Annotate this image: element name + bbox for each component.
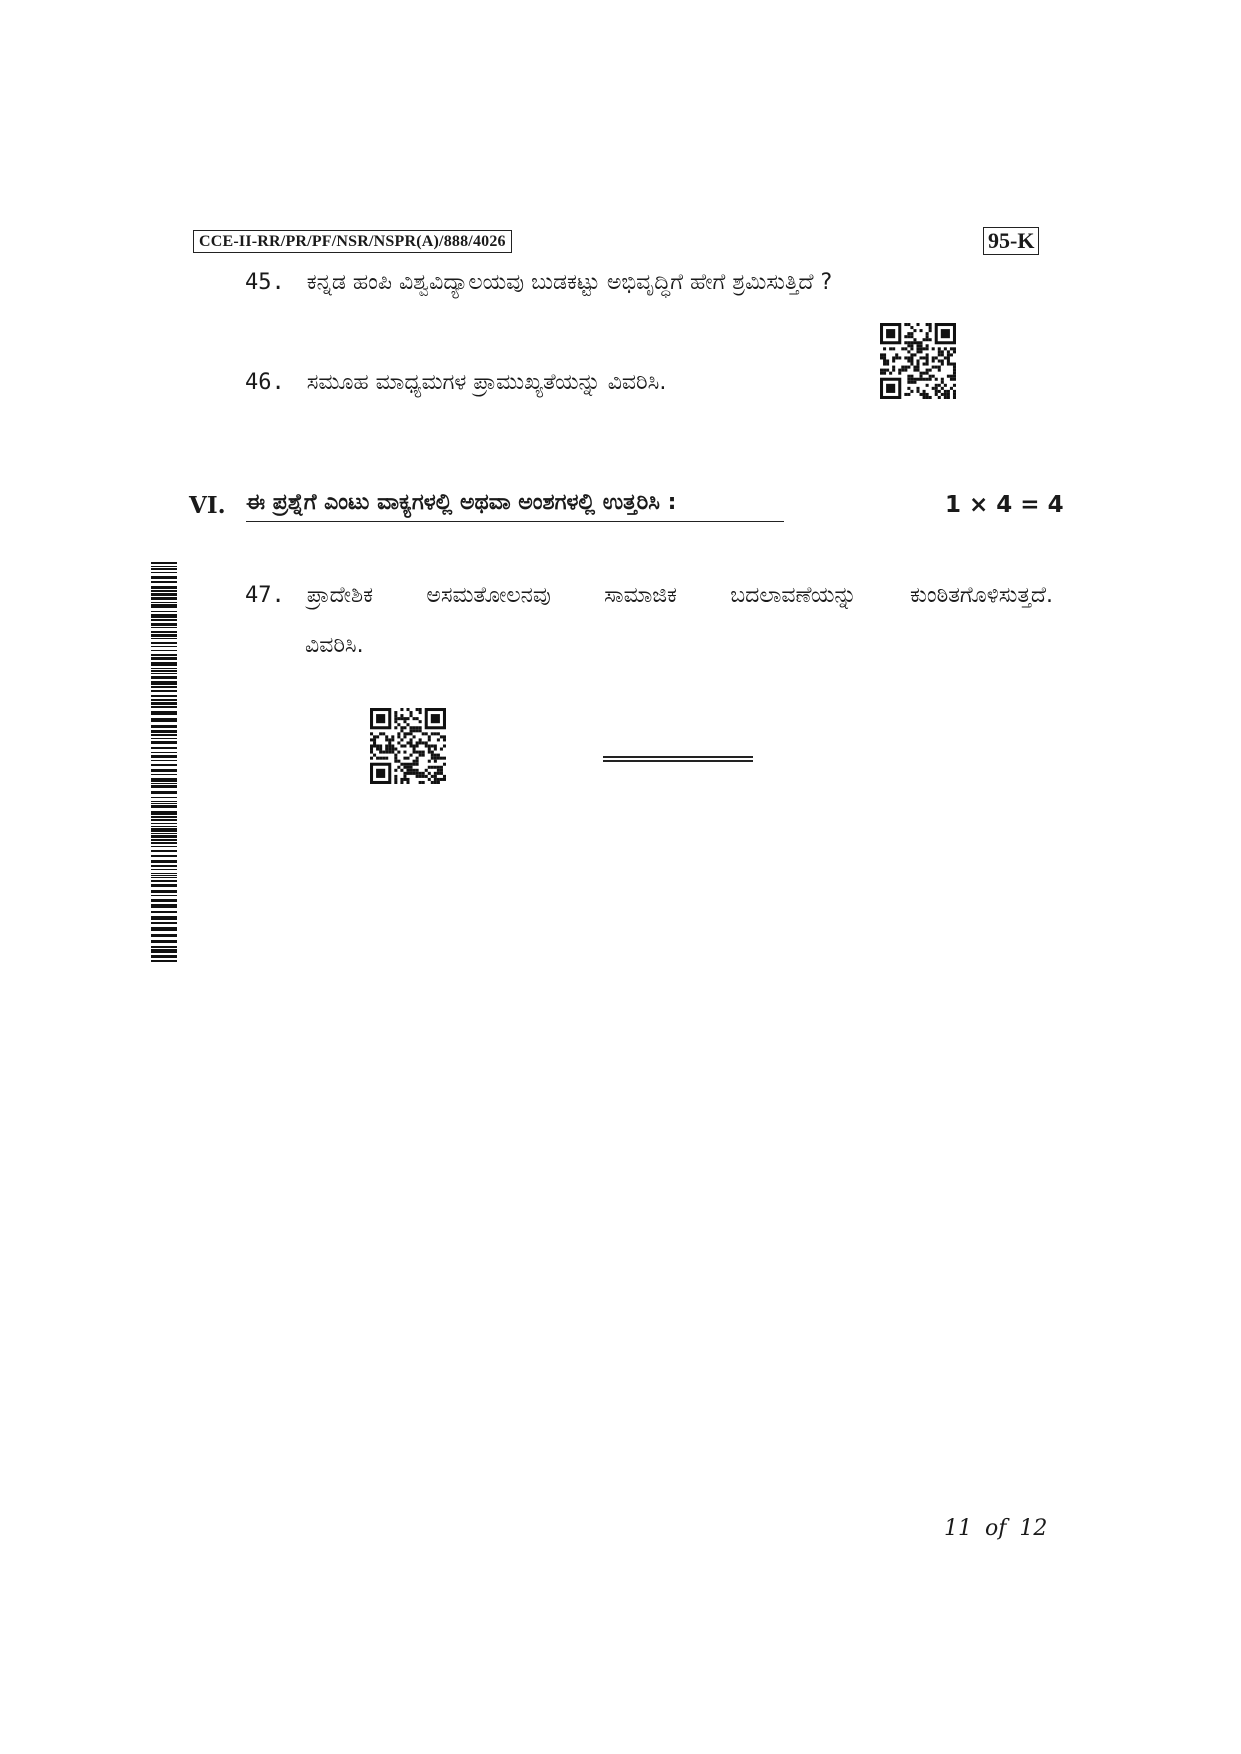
section-marks: 1 × 4 = 4 (945, 492, 1064, 518)
question-text: ಸಮೂಹ ಮಾಧ್ಯಮಗಳ ಪ್ರಾಮುಖ್ಯತೆಯನ್ನು ವಿವರಿಸಿ. (306, 370, 667, 395)
barcode-icon (151, 562, 177, 962)
question-text: ಪ್ರಾದೇಶಿಕ ಅಸಮತೋಲನವು ಸಾಮಾಜಿಕ ಬದಲಾವಣೆಯನ್ನು ಕುಂಠಿತಗೊಳಿಸುತ್ತದೆ. (306, 583, 1053, 608)
end-of-paper-rule (603, 756, 753, 762)
question-46 (245, 370, 666, 395)
qr-code-icon (370, 708, 446, 784)
paper-code: 95-K (983, 227, 1039, 255)
series-code: CCE-II-RR/PR/PF/NSR/NSPR(A)/888/4026 (193, 230, 512, 253)
question-45 (245, 270, 832, 295)
page-number: 11 of 12 (944, 1516, 1048, 1541)
question-text-continued: ವಿವರಿಸಿ. (305, 633, 364, 658)
question-number: 47. (245, 583, 285, 608)
question-number: 46. (245, 370, 285, 395)
question-number: 45. (245, 270, 285, 295)
section-instruction: ಈ ಪ್ರಶ್ನೆಗೆ ಎಂಟು ವಾಕ್ಯಗಳಲ್ಲಿ ಅಥವಾ ಅಂಶಗಳಲ್ಲಿ ಉತ್ತರಿಸಿ : (246, 490, 784, 522)
question-47 (245, 583, 1053, 608)
question-text: ಕನ್ನಡ ಹಂಪಿ ವಿಶ್ವವಿದ್ಯಾಲಯವು ಬುಡಕಟ್ಟು ಅಭಿವೃದ್ಧಿಗೆ ಹೇಗೆ ಶ್ರಮಿಸುತ್ತಿದೆ ? (306, 270, 833, 295)
section-number: VI. (189, 492, 226, 519)
qr-code-icon (880, 323, 956, 399)
